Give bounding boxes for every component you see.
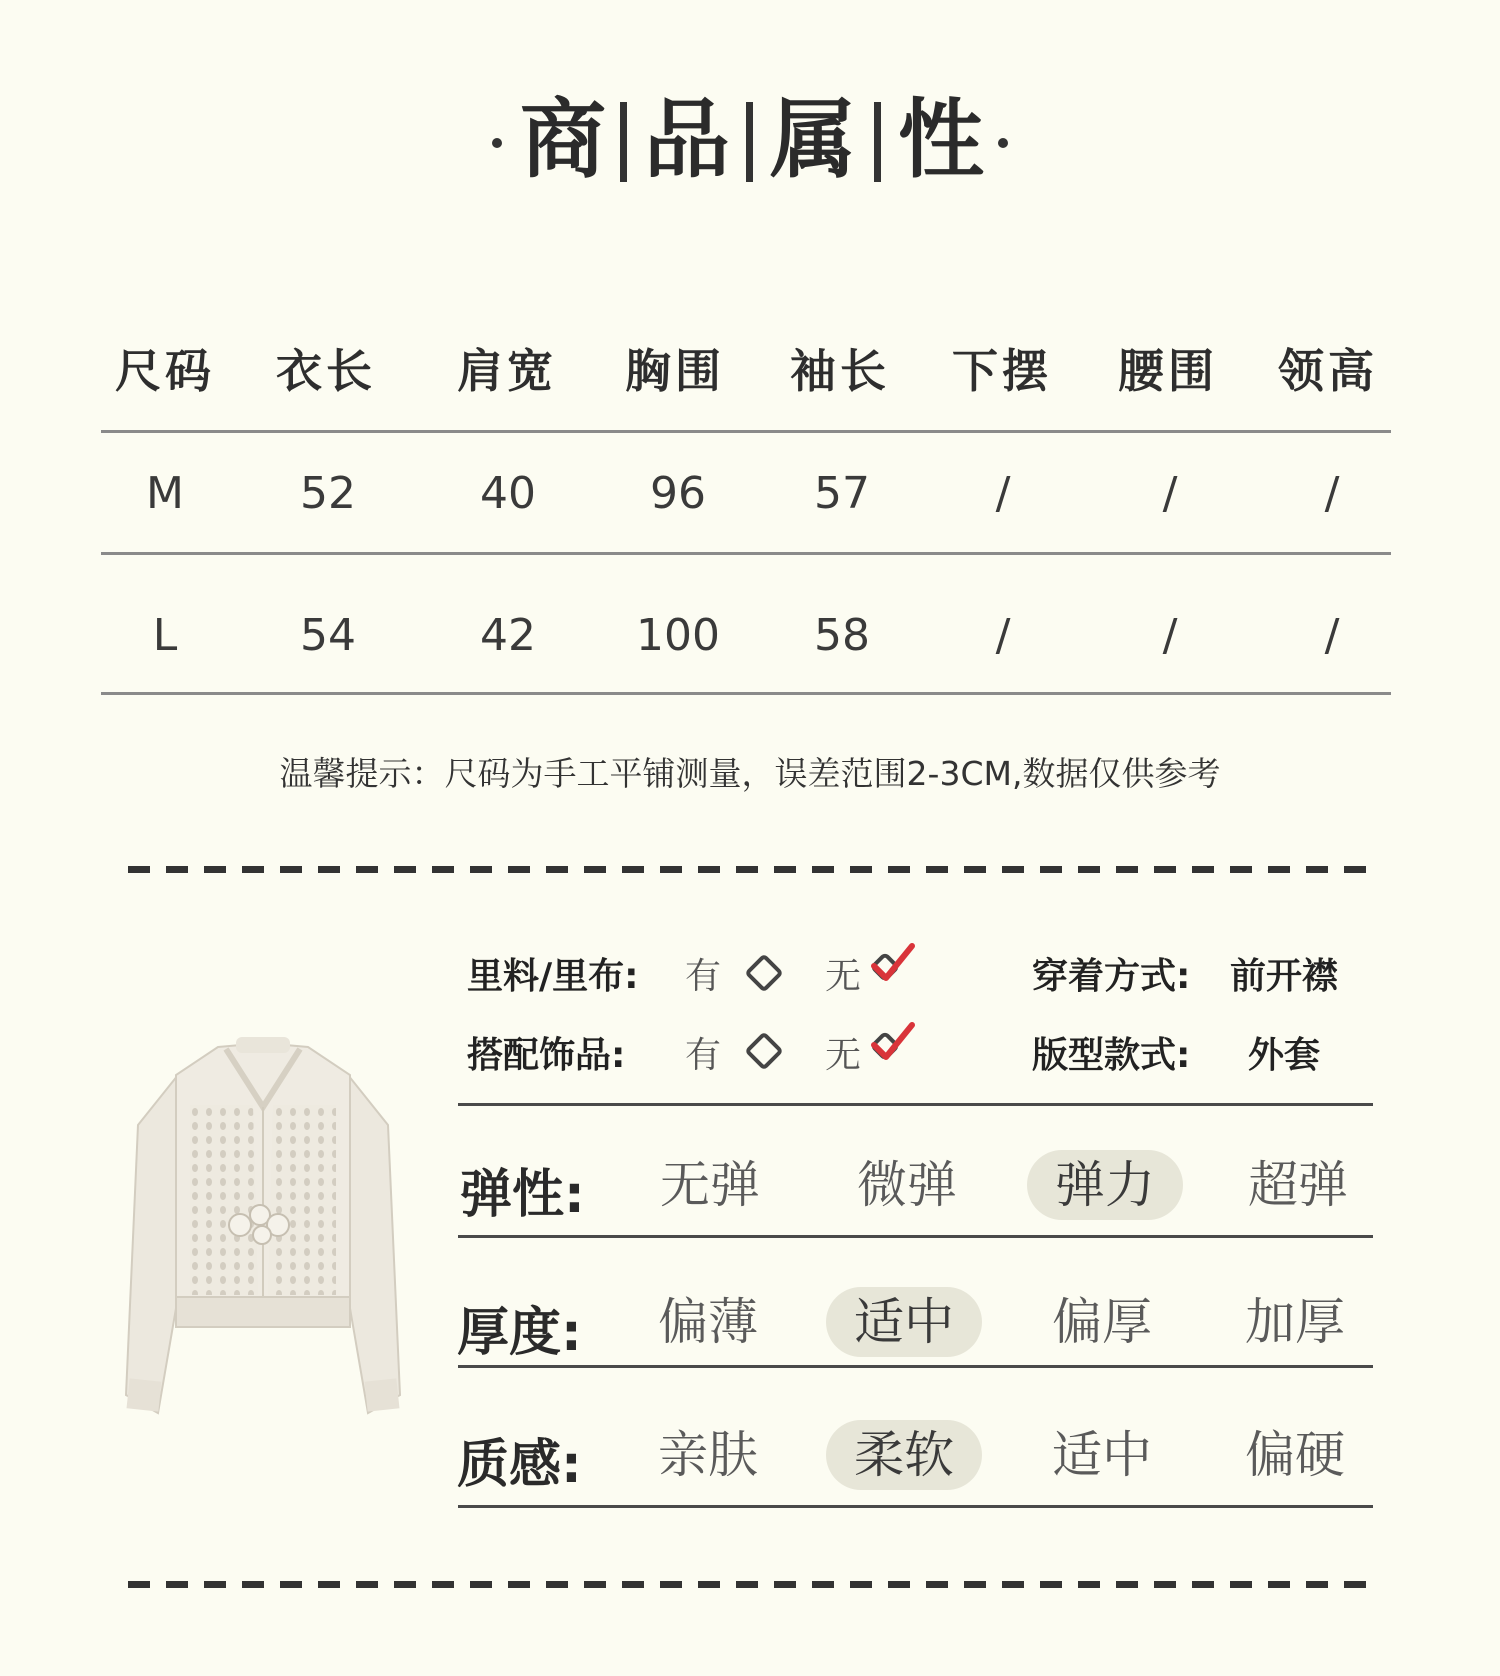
fit-type-label: 版型款式: (1032, 1035, 1191, 1076)
size-header: 领高 (1278, 344, 1378, 398)
title-char-3: 属 (770, 89, 856, 190)
table-divider (101, 430, 1391, 433)
texture-label: 质感: (457, 1435, 582, 1495)
size-header: 肩宽 (457, 344, 557, 398)
dashed-divider (128, 866, 1373, 873)
table-cell: L (152, 610, 178, 661)
size-header: 衣长 (276, 344, 376, 398)
table-cell: / (1324, 610, 1340, 661)
size-header: 袖长 (790, 344, 890, 398)
elasticity-label: 弹性: (460, 1165, 585, 1225)
table-cell: / (1162, 468, 1178, 519)
scale-divider (458, 1235, 1373, 1238)
diamond-icon (744, 1031, 784, 1071)
size-header: 下摆 (952, 344, 1052, 398)
page-title (0, 80, 1500, 200)
lining-label: 里料/里布: (467, 956, 639, 997)
table-cell: 54 (300, 610, 356, 661)
check-icon (868, 942, 916, 986)
scale-divider (458, 1103, 1373, 1106)
table-cell: / (995, 610, 1011, 661)
scale-divider (458, 1365, 1373, 1368)
table-cell: 52 (300, 468, 356, 519)
table-cell: 96 (650, 468, 706, 519)
thickness-option: 偏厚 (1052, 1293, 1152, 1351)
title-dot-left (492, 138, 502, 148)
accessories-option-no: 无 (825, 1035, 862, 1076)
table-cell: / (1162, 610, 1178, 661)
elasticity-option: 微弹 (857, 1156, 957, 1214)
size-header: 尺码 (115, 344, 215, 398)
texture-option: 亲肤 (658, 1426, 758, 1484)
fit-type-value: 外套 (1248, 1035, 1321, 1076)
table-cell: 40 (480, 468, 536, 519)
elasticity-option-selected: 弹力 (1027, 1150, 1183, 1220)
scale-divider (458, 1505, 1373, 1508)
table-cell: / (995, 468, 1011, 519)
lining-option-yes: 有 (685, 956, 722, 997)
diamond-icon (744, 953, 784, 993)
table-cell: 58 (814, 610, 870, 661)
elasticity-option: 无弹 (660, 1156, 760, 1214)
thickness-option: 偏薄 (658, 1293, 758, 1351)
thickness-option: 加厚 (1245, 1293, 1345, 1351)
title-divider (620, 102, 627, 182)
title-char-4: 性 (898, 89, 984, 190)
table-cell: 57 (814, 468, 870, 519)
table-cell: 100 (636, 610, 720, 661)
title-dot-right (998, 138, 1008, 148)
title-char-1: 商 (520, 89, 606, 190)
dashed-divider (128, 1581, 1373, 1588)
table-divider (101, 692, 1391, 695)
wear-style-label: 穿着方式: (1032, 956, 1191, 997)
measurement-note: 温馨提示：尺码为手工平铺测量，误差范围2-3CM,数据仅供参考 (279, 754, 1221, 793)
size-header: 腰围 (1118, 344, 1218, 398)
table-divider (101, 552, 1391, 555)
table-cell: 42 (480, 610, 536, 661)
title-divider (874, 102, 881, 182)
accessories-label: 搭配饰品: (467, 1035, 626, 1076)
size-header: 胸围 (625, 344, 725, 398)
thickness-option-selected: 适中 (826, 1287, 982, 1357)
title-divider (746, 102, 753, 182)
accessories-option-yes: 有 (685, 1035, 722, 1076)
table-cell: / (1324, 468, 1340, 519)
texture-option-selected: 柔软 (826, 1420, 982, 1490)
thickness-label: 厚度: (457, 1303, 582, 1363)
elasticity-option: 超弹 (1248, 1156, 1348, 1214)
title-char-2: 品 (644, 89, 730, 190)
lining-option-no: 无 (825, 956, 862, 997)
wear-style-value: 前开襟 (1230, 956, 1339, 997)
texture-option: 适中 (1052, 1426, 1152, 1484)
table-cell: M (146, 468, 184, 519)
texture-option: 偏硬 (1245, 1426, 1345, 1484)
check-icon (868, 1021, 916, 1065)
cardigan-image (118, 1035, 408, 1455)
